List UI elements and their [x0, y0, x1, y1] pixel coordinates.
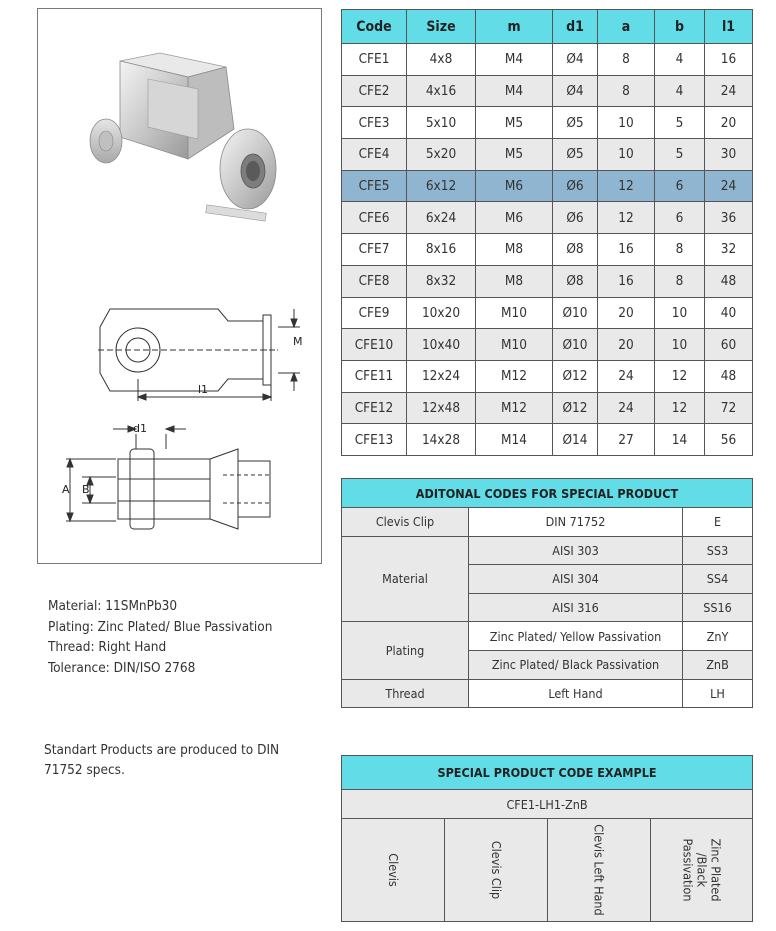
cell-b: 6	[655, 202, 705, 234]
label-b: B	[82, 483, 90, 496]
header-a: a	[598, 10, 655, 44]
material-value: AISI 316	[469, 593, 683, 622]
cell-l1: 16	[705, 44, 753, 76]
table-row	[342, 424, 753, 456]
cell-a: 27	[598, 424, 655, 456]
label-d1: d1	[133, 422, 147, 435]
plating-code: ZnY	[683, 622, 753, 651]
header-m: m	[476, 10, 553, 44]
row-label-plating: Plating	[342, 622, 469, 679]
material-code: SS4	[683, 565, 753, 594]
material-value: AISI 303	[469, 536, 683, 565]
cell-m: M4	[476, 44, 553, 76]
spec-plating: Plating: Zinc Plated/ Blue Passivation	[48, 618, 273, 635]
cell-m: M10	[476, 297, 553, 329]
cell-d1: Ø4	[553, 75, 598, 107]
cell-size: 12x48	[407, 392, 476, 424]
cell-a: 24	[598, 392, 655, 424]
part-zinc-black: Zinc Plated /Black Passivation	[680, 837, 724, 902]
cell-size: 5x10	[407, 107, 476, 139]
cell-size: 5x20	[407, 139, 476, 171]
table-row	[342, 297, 753, 329]
header-d1: d1	[553, 10, 598, 44]
table-row	[342, 170, 753, 202]
cell-d1: Ø6	[553, 170, 598, 202]
header-l1: l1	[705, 10, 753, 44]
cell-m: M12	[476, 392, 553, 424]
cell-b: 10	[655, 297, 705, 329]
cell-m: M10	[476, 329, 553, 361]
cell-d1: Ø5	[553, 107, 598, 139]
plating-value: Zinc Plated/ Black Passivation	[469, 650, 683, 679]
cell-size: 14x28	[407, 424, 476, 456]
cell-code: CFE5	[342, 170, 407, 202]
table-row	[342, 622, 753, 651]
row-label-thread: Thread	[342, 679, 469, 708]
cell-b: 12	[655, 360, 705, 392]
label-m: M	[293, 335, 303, 348]
technical-drawing	[38, 9, 323, 565]
cell-d1: Ø12	[553, 392, 598, 424]
cell-m: M8	[476, 234, 553, 266]
cell-b: 5	[655, 139, 705, 171]
cell-b: 8	[655, 234, 705, 266]
table-row	[342, 819, 753, 922]
cell-l1: 60	[705, 329, 753, 361]
cell-a: 8	[598, 75, 655, 107]
cell-l1: 40	[705, 297, 753, 329]
thread-value: Left Hand	[469, 679, 683, 708]
cell-a: 12	[598, 170, 655, 202]
cell-b: 12	[655, 392, 705, 424]
cell-size: 10x40	[407, 329, 476, 361]
cell-l1: 24	[705, 170, 753, 202]
cell-a: 8	[598, 44, 655, 76]
product-drawing-panel	[37, 8, 322, 564]
plating-code: ZnB	[683, 650, 753, 679]
material-specs	[48, 596, 272, 678]
cell-b: 10	[655, 329, 705, 361]
table-row	[342, 392, 753, 424]
code-example-table	[341, 755, 753, 922]
cell-m: M12	[476, 360, 553, 392]
cell-size: 10x20	[407, 297, 476, 329]
dimension-table	[341, 9, 753, 456]
cell-a: 20	[598, 297, 655, 329]
cell-l1: 56	[705, 424, 753, 456]
cell-m: M5	[476, 107, 553, 139]
cell-a: 10	[598, 107, 655, 139]
table-row	[342, 44, 753, 76]
cell-size: 12x24	[407, 360, 476, 392]
cell-d1: Ø10	[553, 297, 598, 329]
material-value: AISI 304	[469, 565, 683, 594]
cell-code: CFE13	[342, 424, 407, 456]
thread-code: LH	[683, 679, 753, 708]
cell-l1: 48	[705, 360, 753, 392]
table-row	[342, 234, 753, 266]
cell-l1: 36	[705, 202, 753, 234]
cell-code: CFE12	[342, 392, 407, 424]
cell-code: CFE8	[342, 265, 407, 297]
additional-codes-title: ADITONAL CODES FOR SPECIAL PRODUCT	[342, 479, 753, 508]
cell-l1: 32	[705, 234, 753, 266]
cell-b: 4	[655, 75, 705, 107]
cell-size: 4x16	[407, 75, 476, 107]
cell-m: M5	[476, 139, 553, 171]
cell-size: 8x16	[407, 234, 476, 266]
table-row	[342, 508, 753, 537]
cell-m: M8	[476, 265, 553, 297]
cell-d1: Ø8	[553, 265, 598, 297]
cell-a: 12	[598, 202, 655, 234]
plating-value: Zinc Plated/ Yellow Passivation	[469, 622, 683, 651]
cell-a: 24	[598, 360, 655, 392]
top-view-drawing	[66, 426, 270, 529]
cell-a: 16	[598, 234, 655, 266]
cell-d1: Ø8	[553, 234, 598, 266]
cell-a: 20	[598, 329, 655, 361]
part-clevis-left-hand: Clevis Left Hand	[592, 824, 607, 916]
cell-a: 10	[598, 139, 655, 171]
cell-d1: Ø12	[553, 360, 598, 392]
table-row	[342, 536, 753, 565]
clevis-clip-value: DIN 71752	[469, 508, 683, 537]
cell-d1: Ø5	[553, 139, 598, 171]
cell-code: CFE3	[342, 107, 407, 139]
label-a: A	[62, 483, 70, 496]
cell-d1: Ø6	[553, 202, 598, 234]
cell-size: 4x8	[407, 44, 476, 76]
spec-tolerance: Tolerance: DIN/ISO 2768	[48, 659, 196, 676]
cell-size: 6x12	[407, 170, 476, 202]
cell-code: CFE2	[342, 75, 407, 107]
table-row	[342, 75, 753, 107]
cell-size: 8x32	[407, 265, 476, 297]
table-row	[342, 329, 753, 361]
row-label-clevis-clip: Clevis Clip	[342, 508, 469, 537]
cell-m: M4	[476, 75, 553, 107]
table-row	[342, 107, 753, 139]
table-header-row	[342, 10, 753, 44]
part-clevis: Clevis	[385, 853, 401, 887]
cell-code: CFE7	[342, 234, 407, 266]
additional-codes-table	[341, 478, 753, 708]
table-row	[342, 202, 753, 234]
cell-a: 16	[598, 265, 655, 297]
standard-note: Standart Products are produced to DIN 71752 specs.	[44, 742, 280, 778]
cell-code: CFE11	[342, 360, 407, 392]
example-code: CFE1-LH1-ZnB	[342, 790, 753, 819]
header-size: Size	[407, 10, 476, 44]
cell-code: CFE9	[342, 297, 407, 329]
table-row	[342, 265, 753, 297]
clevis-clip-code: E	[683, 508, 753, 537]
cell-d1: Ø10	[553, 329, 598, 361]
cell-d1: Ø4	[553, 44, 598, 76]
cell-code: CFE6	[342, 202, 407, 234]
part-clevis-clip: Clevis Clip	[488, 840, 504, 900]
code-example-title: SPECIAL PRODUCT CODE EXAMPLE	[342, 756, 753, 790]
cell-b: 8	[655, 265, 705, 297]
header-code: Code	[342, 10, 407, 44]
cell-l1: 30	[705, 139, 753, 171]
cell-b: 14	[655, 424, 705, 456]
cell-l1: 48	[705, 265, 753, 297]
cell-m: M6	[476, 202, 553, 234]
table-row	[342, 139, 753, 171]
cell-d1: Ø14	[553, 424, 598, 456]
label-l1: l1	[198, 383, 209, 396]
cell-l1: 20	[705, 107, 753, 139]
cell-b: 4	[655, 44, 705, 76]
cell-l1: 24	[705, 75, 753, 107]
material-code: SS3	[683, 536, 753, 565]
cell-size: 6x24	[407, 202, 476, 234]
header-b: b	[655, 10, 705, 44]
cell-l1: 72	[705, 392, 753, 424]
cell-b: 6	[655, 170, 705, 202]
material-code: SS16	[683, 593, 753, 622]
spec-material: Material: 11SMnPb30	[48, 598, 178, 614]
clevis-3d-render	[90, 53, 276, 221]
spec-thread: Thread: Right Hand	[48, 639, 167, 655]
row-label-material: Material	[342, 536, 469, 622]
cell-code: CFE4	[342, 139, 407, 171]
cell-code: CFE10	[342, 329, 407, 361]
cell-code: CFE1	[342, 44, 407, 76]
table-row	[342, 679, 753, 708]
cell-b: 5	[655, 107, 705, 139]
table-row	[342, 360, 753, 392]
cell-m: M14	[476, 424, 553, 456]
cell-m: M6	[476, 170, 553, 202]
